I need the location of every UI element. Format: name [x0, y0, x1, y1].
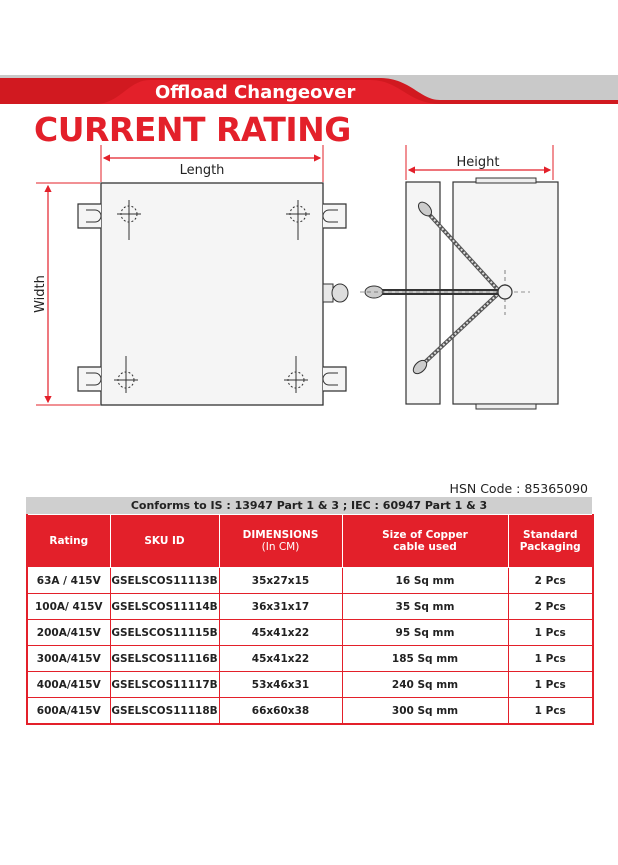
cell-cable: 185 Sq mm — [342, 646, 508, 672]
technical-drawing — [0, 140, 618, 430]
cell-dimensions: 45x41x22 — [219, 646, 342, 672]
table-row — [27, 568, 593, 594]
table-row — [27, 672, 593, 698]
cell-packaging: 1 Pcs — [508, 672, 593, 698]
cell-packaging: 2 Pcs — [508, 568, 593, 594]
table-row — [27, 620, 593, 646]
cell-cable: 95 Sq mm — [342, 620, 508, 646]
cell-sku: GSELSCOS11113B — [110, 568, 219, 594]
conformance-band: Conforms to IS : 13947 Part 1 & 3 ; IEC : 60947 Part 1 & 3 — [26, 497, 592, 514]
cell-dimensions: 45x41x22 — [219, 620, 342, 646]
cell-cable: 300 Sq mm — [342, 698, 508, 725]
cell-packaging: 1 Pcs — [508, 620, 593, 646]
cell-dimensions: 36x31x17 — [219, 594, 342, 620]
table-row — [27, 698, 593, 725]
subtitle: Offload Changeover — [155, 82, 356, 103]
header-dimensions: DIMENSIONS (In CM) — [219, 515, 342, 568]
hsn-code: HSN Code : 85365090 — [449, 481, 588, 496]
table-header-row — [27, 515, 593, 568]
cell-sku: GSELSCOS11115B — [110, 620, 219, 646]
cell-packaging: 2 Pcs — [508, 594, 593, 620]
length-label: Length — [179, 163, 225, 178]
width-label: Width — [33, 275, 48, 313]
cell-rating: 100A/ 415V — [27, 594, 110, 620]
cell-packaging: 1 Pcs — [508, 646, 593, 672]
height-label: Height — [456, 155, 500, 170]
cell-dimensions: 66x60x38 — [219, 698, 342, 725]
rating-table — [26, 497, 592, 725]
table-row — [27, 594, 593, 620]
header-sku: SKU ID — [110, 515, 219, 568]
cell-sku: GSELSCOS11118B — [110, 698, 219, 725]
cell-rating: 300A/415V — [27, 646, 110, 672]
page-title: CURRENT RATING — [34, 110, 351, 149]
cell-cable: 16 Sq mm — [342, 568, 508, 594]
cell-sku: GSELSCOS11117B — [110, 672, 219, 698]
cell-sku: GSELSCOS11116B — [110, 646, 219, 672]
cell-dimensions: 53x46x31 — [219, 672, 342, 698]
cell-dimensions: 35x27x15 — [219, 568, 342, 594]
cell-rating: 600A/415V — [27, 698, 110, 725]
cell-rating: 63A / 415V — [27, 568, 110, 594]
cell-cable: 240 Sq mm — [342, 672, 508, 698]
table-row — [27, 646, 593, 672]
cell-sku: GSELSCOS11114B — [110, 594, 219, 620]
header-rating: Rating — [27, 515, 110, 568]
cell-cable: 35 Sq mm — [342, 594, 508, 620]
header-packaging: Standard Packaging — [508, 515, 593, 568]
cell-rating: 400A/415V — [27, 672, 110, 698]
cell-packaging: 1 Pcs — [508, 698, 593, 725]
header-cable-size: Size of Copper cable used — [342, 515, 508, 568]
cell-rating: 200A/415V — [27, 620, 110, 646]
